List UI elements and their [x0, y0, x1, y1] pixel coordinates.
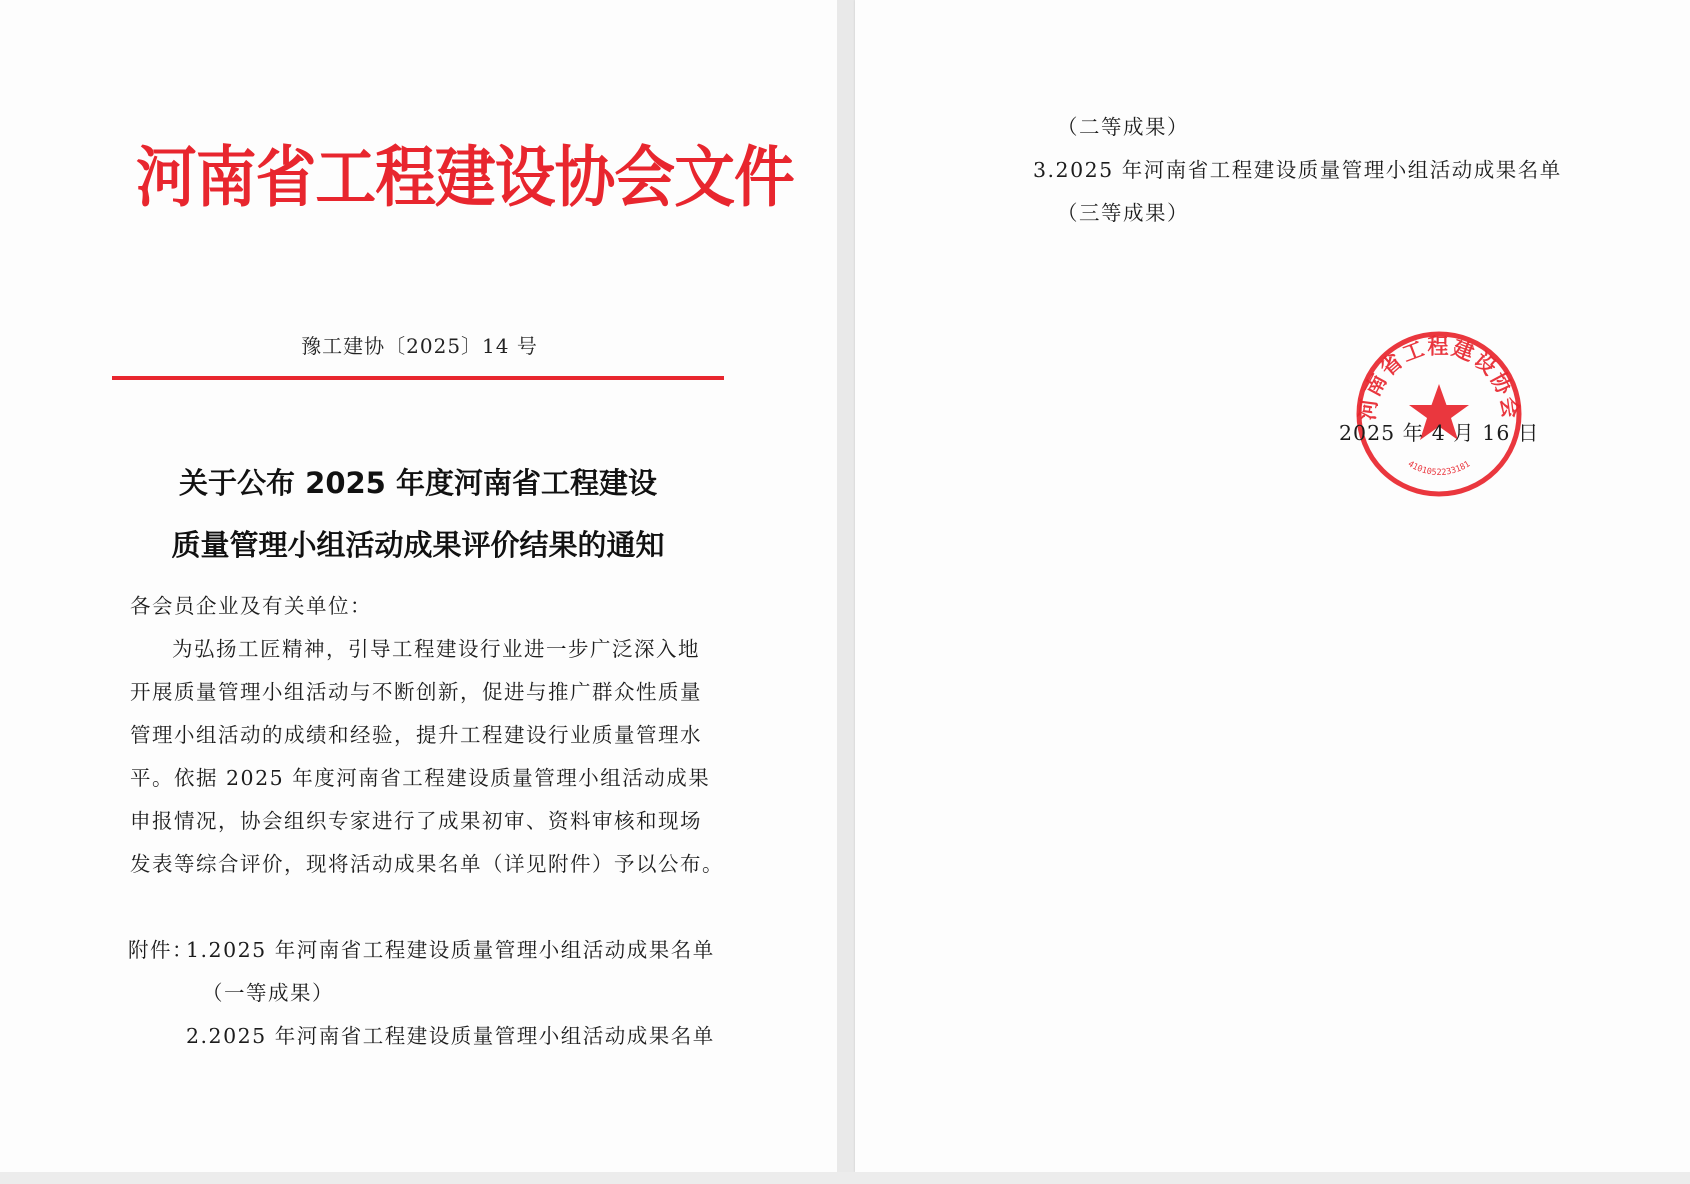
paragraph-line: 申报情况，协会组织专家进行了成果初审、资料审核和现场	[130, 809, 702, 833]
document-page-2	[855, 0, 1690, 1172]
attachment-item-3-subtitle: （三等成果）	[1057, 201, 1189, 225]
red-divider-line	[112, 376, 724, 380]
paragraph-line: 平。依据 2025 年度河南省工程建设质量管理小组活动成果	[130, 766, 711, 790]
attachment-label: 附件：	[128, 938, 194, 962]
document-page-1	[0, 0, 837, 1172]
paragraph-line: 管理小组活动的成绩和经验，提升工程建设行业质量管理水	[130, 723, 702, 747]
salutation: 各会员企业及有关单位：	[130, 594, 372, 618]
official-seal	[1353, 328, 1525, 500]
notice-title	[112, 452, 724, 576]
letterhead-title: 河南省工程建设协会文件	[136, 139, 794, 216]
attachment-item-1: 1.2025 年河南省工程建设质量管理小组活动成果名单	[186, 938, 715, 962]
notice-title-line-1: 关于公布 2025 年度河南省工程建设	[179, 466, 657, 500]
document-number: 豫工建协〔2025〕14 号	[301, 334, 538, 358]
seal-arc-text: 河南省工程建设协会	[1355, 334, 1523, 422]
bottom-margin	[0, 1172, 1690, 1184]
issue-date: 2025 年 4 月 16 日	[1339, 421, 1540, 445]
paragraph-line: 开展质量管理小组活动与不断创新，促进与推广群众性质量	[130, 680, 702, 704]
page-gutter	[837, 0, 855, 1184]
attachment-item-3: 3.2025 年河南省工程建设质量管理小组活动成果名单	[1033, 158, 1562, 182]
notice-title-line-2: 质量管理小组活动成果评价结果的通知	[171, 528, 665, 562]
attachment-item-1-subtitle: （一等成果）	[202, 981, 334, 1005]
paragraph-line: 为弘扬工匠精神，引导工程建设行业进一步广泛深入地	[172, 637, 700, 661]
paragraph-line: 发表等综合评价，现将活动成果名单（详见附件）予以公布。	[130, 852, 724, 876]
attachment-item-2-subtitle: （二等成果）	[1057, 115, 1189, 139]
attachment-item-2: 2.2025 年河南省工程建设质量管理小组活动成果名单	[186, 1024, 715, 1048]
seal-serial-number: 4101052233181	[1405, 459, 1473, 478]
